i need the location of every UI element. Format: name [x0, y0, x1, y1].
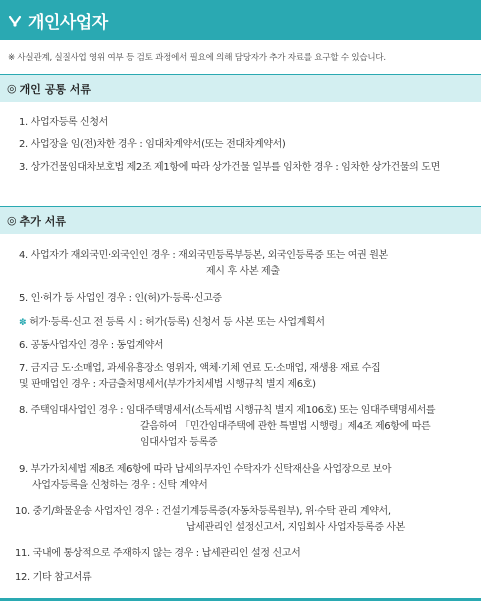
list-item: 12. 기타 참고서류: [15, 572, 92, 583]
circle-mark-icon: ◎: [7, 82, 17, 95]
flower-mark-icon: ✽: [19, 318, 27, 328]
circle-mark-icon: ◎: [7, 214, 17, 227]
section-header-additional: [0, 206, 481, 234]
list-item: 8. 주택임대사업인 경우 : 임대주택명세서(소득세법 시행규칙 별지 제106호) 또는 임대주택명세서를: [19, 405, 436, 416]
list-item: 10. 중기/화물운송 사업자인 경우 : 건설기계등록증(자동차등록원부), 위·수탁 관리 계약서,: [15, 506, 391, 517]
page-title: 개인사업자: [28, 12, 108, 33]
section-title: 개인 공통 서류: [19, 82, 92, 96]
list-item: 5. 인·허가 등 사업인 경우 : 인(허)가·등록·신고증: [19, 293, 222, 304]
title-bar: [0, 0, 481, 40]
list-item: 2. 사업장을 임(전)차한 경우 : 임대차계약서(또는 전대차계약서): [19, 139, 286, 150]
list-item: 11. 국내에 통상적으로 주재하지 않는 경우 : 납세관리인 설정 신고서: [15, 548, 301, 559]
section-title: 추가 서류: [19, 214, 66, 228]
list-item-continuation: 제시 후 사본 제출: [206, 266, 280, 277]
list-item-continuation: 사업자등록을 신청하는 경우 : 신탁 계약서: [32, 480, 208, 491]
check-icon: [8, 13, 22, 27]
list-item-continuation: 임대사업자 등록증: [140, 437, 218, 448]
bottom-divider: [0, 598, 481, 601]
list-item-continuation: 갈음하여 「민간임대주택에 관한 특별법 시행령」제4조 제6항에 따른: [140, 421, 431, 432]
list-item: 1. 사업자등록 신청서: [19, 117, 108, 128]
list-item: 4. 사업자가 재외국민·외국인인 경우 : 재외국민등록부등본, 외국인등록증 또는 여권 원본: [19, 250, 388, 261]
list-item-note: ✽ 허가·등록·신고 전 등록 시 : 허가(등록) 신청서 등 사본 또는 사업계획서: [19, 317, 325, 328]
list-item: 6. 공동사업자인 경우 : 동업계약서: [19, 340, 164, 351]
list-item-continuation: 및 판매업인 경우 : 자금출처명세서(부가가치세법 시행규칙 별지 제6호): [19, 379, 316, 390]
notice-text: ※ 사실관계, 실질사업 영위 여부 등 검토 과정에서 필요에 의해 담당자가 추가 자료를 요구할 수 있습니다.: [8, 53, 386, 63]
list-item: 9. 부가가치세법 제8조 제6항에 따라 납세의무자인 수탁자가 신탁재산을 사업장으로 보아: [19, 464, 392, 475]
section-header-common: [0, 74, 481, 102]
list-item: 7. 금지금 도·소매업, 과세유흥장소 영위자, 액체·기체 연료 도·소매업, 재생용 재료 수집: [19, 363, 381, 374]
list-item: 3. 상가건물임대차보호법 제2조 제1항에 따라 상가건물 일부를 임차한 경우 : 임차한 상가건물의 도면: [19, 162, 440, 173]
list-item-continuation: 납세관리인 설정신고서, 지입회사 사업자등록증 사본: [186, 522, 405, 533]
